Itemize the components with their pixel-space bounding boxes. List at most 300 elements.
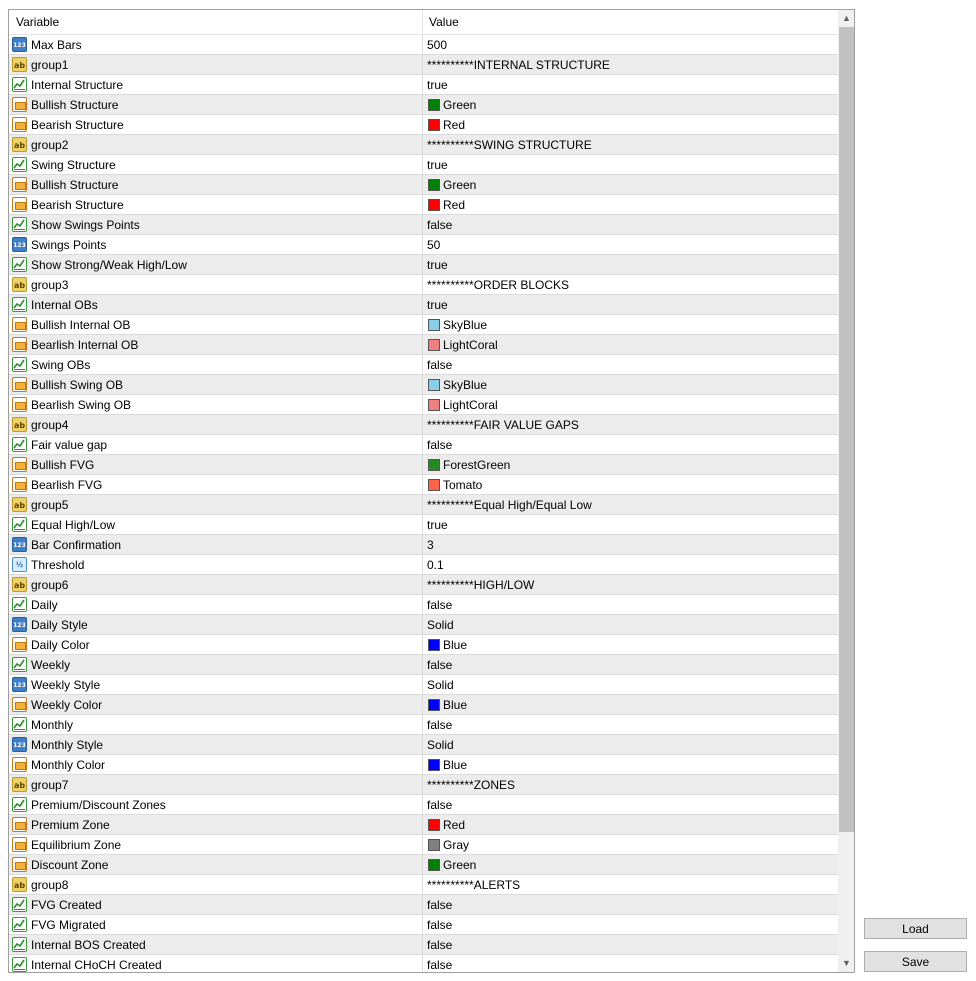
- variable-name: Equilibrium Zone: [31, 838, 122, 852]
- color-swatch: [428, 819, 440, 831]
- table-row[interactable]: [9, 435, 838, 455]
- value-text: **********FAIR VALUE GAPS: [427, 418, 579, 432]
- value-cell[interactable]: [423, 915, 838, 935]
- variable-cell[interactable]: [9, 515, 423, 535]
- variable-name: Bearlish Swing OB: [31, 398, 132, 412]
- value-text: Solid: [427, 618, 454, 632]
- boolean-icon: [12, 437, 27, 452]
- boolean-icon: [12, 357, 27, 372]
- value-cell[interactable]: [423, 175, 838, 195]
- value-text: true: [427, 78, 448, 92]
- variable-name: Swings Points: [31, 238, 107, 252]
- table-row[interactable]: [9, 335, 838, 355]
- color-swatch: [428, 339, 440, 351]
- value-text: Tomato: [443, 478, 483, 492]
- value-text: false: [427, 658, 453, 672]
- variable-cell[interactable]: [9, 855, 423, 875]
- value-text: 3: [427, 538, 434, 552]
- value-cell[interactable]: [423, 275, 838, 295]
- table-row[interactable]: [9, 455, 838, 475]
- variable-name: Daily: [31, 598, 58, 612]
- value-text: SkyBlue: [443, 318, 488, 332]
- inputs-grid: [8, 9, 855, 973]
- variable-name: Monthly: [31, 718, 74, 732]
- variable-cell[interactable]: [9, 135, 423, 155]
- value-cell[interactable]: [423, 35, 838, 55]
- table-row[interactable]: [9, 675, 838, 695]
- color-icon: [12, 97, 27, 112]
- value-cell[interactable]: [423, 395, 838, 415]
- variable-cell[interactable]: [9, 655, 423, 675]
- value-cell[interactable]: [423, 235, 838, 255]
- color-swatch: [428, 839, 440, 851]
- color-swatch: [428, 199, 440, 211]
- color-swatch: [428, 399, 440, 411]
- table-row[interactable]: [9, 575, 838, 595]
- value-cell[interactable]: [423, 295, 838, 315]
- variable-cell[interactable]: [9, 755, 423, 775]
- value-text: Blue: [443, 638, 468, 652]
- color-icon: [12, 377, 27, 392]
- grid-header: [9, 10, 838, 35]
- value-text: Gray: [443, 838, 470, 852]
- value-cell[interactable]: [423, 115, 838, 135]
- scroll-down-arrow-icon[interactable]: ▼: [842, 958, 851, 968]
- value-text: Red: [443, 118, 466, 132]
- color-icon: [12, 317, 27, 332]
- variable-cell[interactable]: [9, 215, 423, 235]
- variable-cell[interactable]: [9, 835, 423, 855]
- value-text: true: [427, 518, 448, 532]
- value-text: **********ZONES: [427, 778, 516, 792]
- variable-cell[interactable]: [9, 935, 423, 955]
- variable-cell[interactable]: [9, 295, 423, 315]
- value-text: **********ALERTS: [427, 878, 521, 892]
- variable-name: Equal High/Low: [31, 518, 116, 532]
- value-text: Green: [443, 858, 477, 872]
- value-text: **********INTERNAL STRUCTURE: [427, 58, 610, 72]
- color-icon: [12, 337, 27, 352]
- table-row[interactable]: [9, 75, 838, 95]
- boolean-icon: [12, 937, 27, 952]
- value-cell[interactable]: [423, 195, 838, 215]
- value-text: true: [427, 158, 448, 172]
- value-cell[interactable]: [423, 95, 838, 115]
- variable-cell[interactable]: [9, 955, 423, 973]
- value-text: 500: [427, 38, 448, 52]
- table-row[interactable]: [9, 535, 838, 555]
- variable-name: group1: [31, 58, 69, 72]
- color-icon: [12, 397, 27, 412]
- value-text: false: [427, 798, 453, 812]
- value-text: **********SWING STRUCTURE: [427, 138, 592, 152]
- table-row[interactable]: [9, 155, 838, 175]
- boolean-icon: [12, 657, 27, 672]
- value-cell[interactable]: [423, 755, 838, 775]
- value-cell[interactable]: [423, 935, 838, 955]
- variable-name: Monthly Style: [31, 738, 104, 752]
- value-text: **********ORDER BLOCKS: [427, 278, 570, 292]
- value-cell[interactable]: [423, 55, 838, 75]
- color-swatch: [428, 759, 440, 771]
- boolean-icon: [12, 517, 27, 532]
- value-cell[interactable]: [423, 795, 838, 815]
- value-cell[interactable]: [423, 315, 838, 335]
- value-cell[interactable]: [423, 215, 838, 235]
- variable-name: group8: [31, 878, 69, 892]
- color-icon: [12, 197, 27, 212]
- value-cell[interactable]: [423, 715, 838, 735]
- table-row[interactable]: [9, 895, 838, 915]
- value-cell[interactable]: [423, 435, 838, 455]
- table-row[interactable]: [9, 615, 838, 635]
- table-row[interactable]: [9, 715, 838, 735]
- variable-cell[interactable]: [9, 435, 423, 455]
- table-row[interactable]: [9, 255, 838, 275]
- table-row[interactable]: [9, 935, 838, 955]
- color-icon: [12, 857, 27, 872]
- color-swatch: [428, 179, 440, 191]
- table-row[interactable]: [9, 695, 838, 715]
- variable-cell[interactable]: [9, 335, 423, 355]
- boolean-icon: [12, 157, 27, 172]
- variable-name: Internal Structure: [31, 78, 124, 92]
- string-icon: ab: [12, 777, 27, 792]
- variable-name: Internal BOS Created: [31, 938, 146, 952]
- table-row[interactable]: [9, 175, 838, 195]
- boolean-icon: [12, 917, 27, 932]
- color-icon: [12, 697, 27, 712]
- value-cell[interactable]: [423, 675, 838, 695]
- variable-name: group6: [31, 578, 69, 592]
- color-swatch: [428, 639, 440, 651]
- value-cell[interactable]: [423, 535, 838, 555]
- variable-cell[interactable]: [9, 535, 423, 555]
- string-icon: ab: [12, 57, 27, 72]
- boolean-icon: [12, 957, 27, 972]
- variable-cell[interactable]: [9, 595, 423, 615]
- table-row[interactable]: [9, 775, 838, 795]
- variable-name: Max Bars: [31, 38, 82, 52]
- variable-cell[interactable]: [9, 255, 423, 275]
- value-cell[interactable]: [423, 855, 838, 875]
- variable-name: Bearish Structure: [31, 118, 124, 132]
- string-icon: ab: [12, 877, 27, 892]
- variable-cell[interactable]: [9, 815, 423, 835]
- table-row[interactable]: [9, 115, 838, 135]
- value-text: **********HIGH/LOW: [427, 578, 535, 592]
- value-cell[interactable]: [423, 255, 838, 275]
- boolean-icon: [12, 217, 27, 232]
- table-row[interactable]: [9, 235, 838, 255]
- variable-cell[interactable]: [9, 475, 423, 495]
- table-row[interactable]: [9, 515, 838, 535]
- boolean-icon: [12, 77, 27, 92]
- vertical-scrollbar[interactable]: [838, 10, 855, 972]
- variable-cell[interactable]: [9, 495, 423, 515]
- value-cell[interactable]: [423, 375, 838, 395]
- value-text: Green: [443, 98, 477, 112]
- string-icon: ab: [12, 277, 27, 292]
- variable-cell[interactable]: [9, 35, 423, 55]
- variable-name: Internal CHoCH Created: [31, 958, 162, 972]
- table-row[interactable]: [9, 135, 838, 155]
- variable-name: group5: [31, 498, 69, 512]
- table-row[interactable]: [9, 735, 838, 755]
- integer-icon: 123: [12, 37, 27, 52]
- color-icon: [12, 637, 27, 652]
- color-icon: [12, 757, 27, 772]
- value-text: LightCoral: [443, 338, 498, 352]
- boolean-icon: [12, 597, 27, 612]
- table-row[interactable]: [9, 95, 838, 115]
- table-row[interactable]: [9, 415, 838, 435]
- variable-cell[interactable]: [9, 195, 423, 215]
- variable-cell[interactable]: [9, 675, 423, 695]
- variable-name: Show Strong/Weak High/Low: [31, 258, 187, 272]
- table-row[interactable]: [9, 555, 838, 575]
- value-text: Red: [443, 198, 466, 212]
- value-cell[interactable]: [423, 655, 838, 675]
- string-icon: ab: [12, 417, 27, 432]
- variable-name: Internal OBs: [31, 298, 98, 312]
- value-cell[interactable]: [423, 75, 838, 95]
- variable-name: FVG Migrated: [31, 918, 106, 932]
- table-row[interactable]: [9, 835, 838, 855]
- value-text: false: [427, 358, 453, 372]
- variable-name: Bullish Structure: [31, 178, 119, 192]
- value-text: SkyBlue: [443, 378, 488, 392]
- boolean-icon: [12, 897, 27, 912]
- variable-cell[interactable]: [9, 75, 423, 95]
- variable-name: Swing Structure: [31, 158, 116, 172]
- variable-name: Weekly: [31, 658, 71, 672]
- value-text: true: [427, 258, 448, 272]
- variable-cell[interactable]: [9, 275, 423, 295]
- value-cell[interactable]: [423, 595, 838, 615]
- variable-cell[interactable]: [9, 695, 423, 715]
- variable-cell[interactable]: [9, 95, 423, 115]
- boolean-icon: [12, 717, 27, 732]
- save-button[interactable]: Save: [864, 951, 967, 972]
- variable-name: Bar Confirmation: [31, 538, 122, 552]
- table-row[interactable]: [9, 755, 838, 775]
- table-row[interactable]: [9, 275, 838, 295]
- column-header-variable[interactable]: Variable: [9, 10, 423, 34]
- variable-name: group4: [31, 418, 69, 432]
- table-row[interactable]: [9, 215, 838, 235]
- variable-name: Discount Zone: [31, 858, 109, 872]
- color-swatch: [428, 699, 440, 711]
- string-icon: ab: [12, 577, 27, 592]
- variable-cell[interactable]: [9, 635, 423, 655]
- value-text: Blue: [443, 698, 468, 712]
- value-text: Solid: [427, 678, 454, 692]
- variable-cell[interactable]: [9, 895, 423, 915]
- value-text: true: [427, 298, 448, 312]
- scroll-up-arrow-icon[interactable]: ▲: [842, 13, 851, 23]
- variable-name: Weekly Style: [31, 678, 101, 692]
- variable-cell[interactable]: [9, 55, 423, 75]
- variable-name: Bullish Swing OB: [31, 378, 124, 392]
- table-row[interactable]: [9, 195, 838, 215]
- value-text: false: [427, 438, 453, 452]
- column-header-value[interactable]: Value: [429, 15, 459, 29]
- value-cell[interactable]: [423, 875, 838, 895]
- color-icon: [12, 117, 27, 132]
- variable-name: Daily Color: [31, 638, 90, 652]
- value-text: Solid: [427, 738, 454, 752]
- value-cell[interactable]: [423, 355, 838, 375]
- value-cell[interactable]: [423, 735, 838, 755]
- variable-name: Threshold: [31, 558, 85, 572]
- value-cell[interactable]: [423, 615, 838, 635]
- value-text: Green: [443, 178, 477, 192]
- value-cell[interactable]: [423, 415, 838, 435]
- table-row[interactable]: [9, 495, 838, 515]
- table-row[interactable]: [9, 475, 838, 495]
- value-cell[interactable]: [423, 335, 838, 355]
- table-row[interactable]: [9, 295, 838, 315]
- variable-name: Weekly Color: [31, 698, 103, 712]
- table-row[interactable]: [9, 855, 838, 875]
- table-row[interactable]: [9, 35, 838, 55]
- value-cell[interactable]: [423, 575, 838, 595]
- table-row[interactable]: [9, 595, 838, 615]
- variable-cell[interactable]: [9, 615, 423, 635]
- value-cell[interactable]: [423, 455, 838, 475]
- variable-cell[interactable]: [9, 795, 423, 815]
- variable-cell[interactable]: [9, 235, 423, 255]
- variable-name: Daily Style: [31, 618, 88, 632]
- variable-name: Bearlish Internal OB: [31, 338, 139, 352]
- variable-name: Swing OBs: [31, 358, 91, 372]
- variable-name: Premium/Discount Zones: [31, 798, 166, 812]
- color-swatch: [428, 479, 440, 491]
- string-icon: ab: [12, 497, 27, 512]
- integer-icon: 123: [12, 677, 27, 692]
- variable-cell[interactable]: [9, 415, 423, 435]
- value-text: false: [427, 718, 453, 732]
- integer-icon: 123: [12, 737, 27, 752]
- variable-cell[interactable]: [9, 915, 423, 935]
- value-text: **********Equal High/Equal Low: [427, 498, 592, 512]
- value-cell[interactable]: [423, 815, 838, 835]
- value-text: false: [427, 918, 453, 932]
- table-row[interactable]: [9, 955, 838, 973]
- value-cell[interactable]: [423, 775, 838, 795]
- variable-cell[interactable]: [9, 735, 423, 755]
- table-row[interactable]: [9, 395, 838, 415]
- variable-cell[interactable]: [9, 455, 423, 475]
- table-row[interactable]: [9, 815, 838, 835]
- variable-cell[interactable]: [9, 155, 423, 175]
- value-cell[interactable]: [423, 895, 838, 915]
- variable-name: Bullish Internal OB: [31, 318, 131, 332]
- value-text: 50: [427, 238, 441, 252]
- value-text: false: [427, 898, 453, 912]
- table-row[interactable]: [9, 315, 838, 335]
- variable-cell[interactable]: [9, 575, 423, 595]
- color-icon: [12, 477, 27, 492]
- boolean-icon: [12, 257, 27, 272]
- value-cell[interactable]: [423, 835, 838, 855]
- variable-cell[interactable]: [9, 395, 423, 415]
- variable-name: FVG Created: [31, 898, 102, 912]
- value-text: 0.1: [427, 558, 444, 572]
- table-row[interactable]: [9, 375, 838, 395]
- table-row[interactable]: [9, 795, 838, 815]
- value-cell[interactable]: [423, 515, 838, 535]
- load-button[interactable]: Load: [864, 918, 967, 939]
- value-text: false: [427, 958, 453, 972]
- variable-name: Monthly Color: [31, 758, 106, 772]
- value-cell[interactable]: [423, 555, 838, 575]
- variable-name: Fair value gap: [31, 438, 108, 452]
- color-swatch: [428, 119, 440, 131]
- value-cell[interactable]: [423, 475, 838, 495]
- color-swatch: [428, 379, 440, 391]
- table-row[interactable]: [9, 355, 838, 375]
- table-row[interactable]: [9, 875, 838, 895]
- variable-cell[interactable]: [9, 115, 423, 135]
- variable-cell[interactable]: [9, 875, 423, 895]
- variable-cell[interactable]: [9, 715, 423, 735]
- value-text: false: [427, 598, 453, 612]
- color-icon: [12, 457, 27, 472]
- value-cell[interactable]: [423, 135, 838, 155]
- grid-body: [9, 35, 838, 973]
- variable-name: group2: [31, 138, 69, 152]
- value-cell[interactable]: [423, 695, 838, 715]
- string-icon: ab: [12, 137, 27, 152]
- value-text: Blue: [443, 758, 468, 772]
- boolean-icon: [12, 297, 27, 312]
- variable-name: Bearish Structure: [31, 198, 124, 212]
- integer-icon: 123: [12, 617, 27, 632]
- variable-name: group3: [31, 278, 69, 292]
- integer-icon: 123: [12, 537, 27, 552]
- value-cell[interactable]: [423, 495, 838, 515]
- value-text: false: [427, 938, 453, 952]
- table-row[interactable]: [9, 915, 838, 935]
- value-cell[interactable]: [423, 155, 838, 175]
- value-text: ForestGreen: [443, 458, 511, 472]
- scroll-thumb[interactable]: [839, 27, 854, 832]
- variable-cell[interactable]: [9, 355, 423, 375]
- variable-cell[interactable]: [9, 555, 423, 575]
- table-row[interactable]: [9, 55, 838, 75]
- value-cell[interactable]: [423, 635, 838, 655]
- color-swatch: [428, 99, 440, 111]
- value-cell[interactable]: [423, 955, 838, 973]
- variable-name: group7: [31, 778, 69, 792]
- variable-name: Show Swings Points: [31, 218, 140, 232]
- boolean-icon: [12, 797, 27, 812]
- table-row[interactable]: [9, 635, 838, 655]
- variable-name: Premium Zone: [31, 818, 110, 832]
- color-swatch: [428, 319, 440, 331]
- integer-icon: 123: [12, 237, 27, 252]
- variable-name: Bullish Structure: [31, 98, 119, 112]
- variable-cell[interactable]: [9, 315, 423, 335]
- variable-cell[interactable]: [9, 175, 423, 195]
- variable-cell[interactable]: [9, 375, 423, 395]
- variable-name: Bullish FVG: [31, 458, 95, 472]
- table-row[interactable]: [9, 655, 838, 675]
- variable-cell[interactable]: [9, 775, 423, 795]
- color-swatch: [428, 459, 440, 471]
